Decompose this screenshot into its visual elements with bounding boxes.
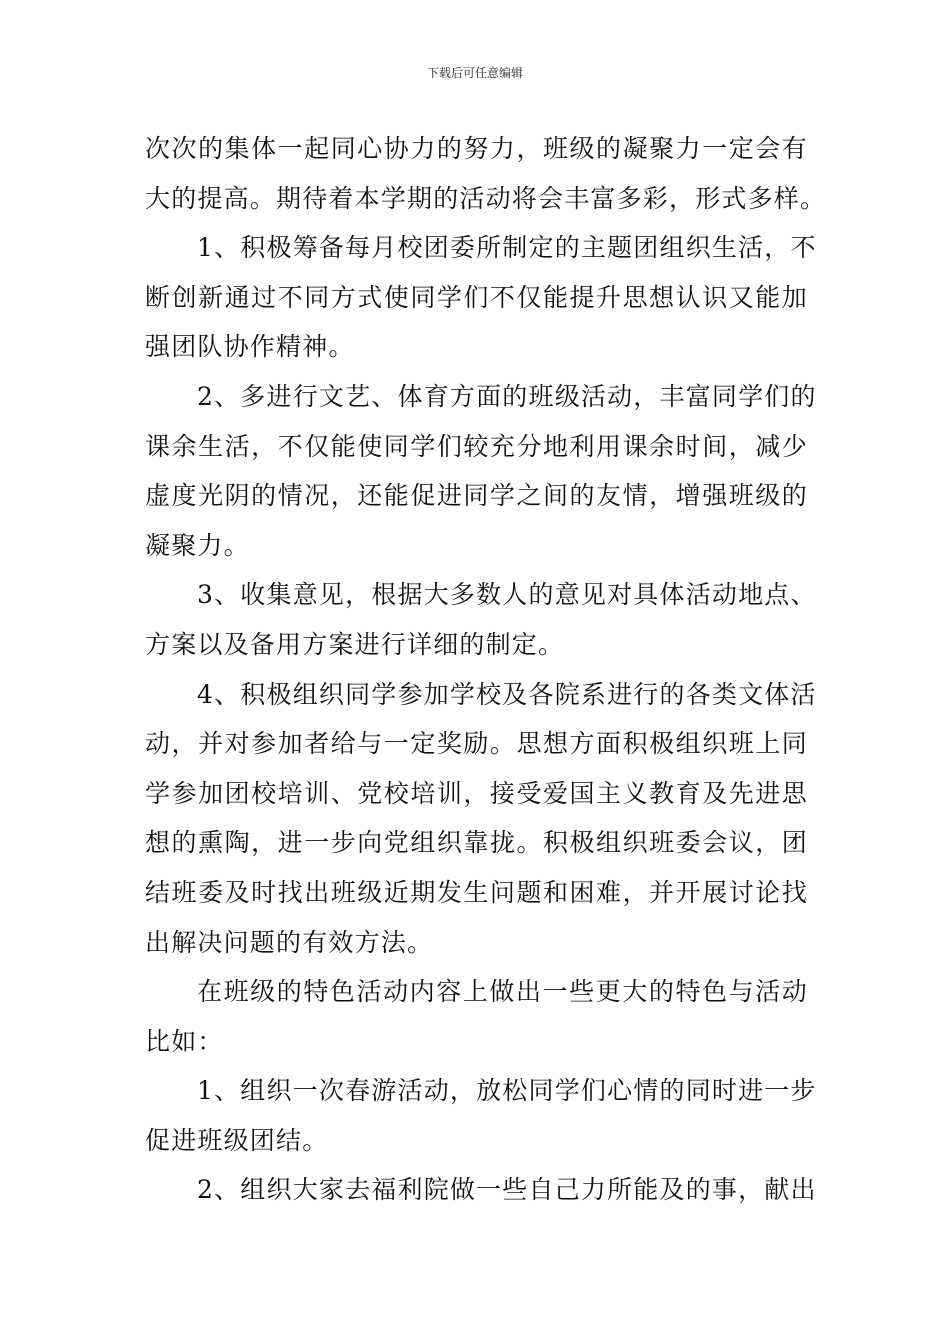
text-line: 学参加团校培训、党校培训，接受爱国主义教育及先进思 — [145, 778, 808, 808]
text-line: 1、组织一次春游活动，放松同学们心情的同时进一步 — [197, 1076, 817, 1106]
document-body — [145, 124, 827, 1215]
paragraph — [145, 223, 817, 372]
paragraph — [145, 1165, 817, 1215]
text-line: 3、收集意见，根据大多数人的意见对具体活动地点、 — [197, 580, 817, 610]
page-header-note: 下载后可任意编辑 — [426, 66, 523, 80]
text-line: 1、积极筹备每月校团委所制定的主题团组织生活，不 — [197, 233, 817, 263]
text-line: 促进班级团结。 — [145, 1125, 329, 1155]
text-line: 比如： — [145, 1026, 224, 1056]
text-line: 虚度光阴的情况，还能促进同学之间的友情，增强班级的 — [145, 481, 808, 511]
text-line: 想的熏陶，进一步向党组织靠拢。积极组织班委会议，团 — [145, 828, 808, 858]
text-line: 4、积极组织同学参加学校及各院系进行的各类文体活 — [197, 679, 817, 709]
paragraph — [145, 1066, 817, 1165]
paragraph — [145, 670, 817, 968]
text-line: 方案以及备用方案进行详细的制定。 — [145, 629, 565, 659]
text-line: 2、多进行文艺、体育方面的班级活动，丰富同学们的 — [197, 381, 817, 411]
text-line: 课余生活，不仅能使同学们较充分地利用课余时间，减少 — [145, 431, 808, 461]
paragraph — [145, 967, 808, 1066]
text-line: 凝聚力。 — [145, 530, 250, 560]
paragraph — [145, 570, 817, 669]
text-line: 大的提高。期待着本学期的活动将会丰富多彩，形式多样。 — [145, 183, 827, 213]
text-line: 出解决问题的有效方法。 — [145, 927, 434, 957]
text-line: 在班级的特色活动内容上做出一些更大的特色与活动 — [197, 977, 808, 1007]
text-line: 动，并对参加者给与一定奖励。思想方面积极组织班上同 — [145, 729, 808, 759]
paragraph — [145, 124, 827, 223]
text-line: 结班委及时找出班级近期发生问题和困难，并开展讨论找 — [145, 877, 808, 907]
text-line: 次次的集体一起同心协力的努力，班级的凝聚力一定会有 — [145, 134, 808, 163]
text-line: 强团队协作精神。 — [145, 332, 355, 362]
paragraph — [145, 372, 817, 570]
text-line: 2、组织大家去福利院做一些自己力所能及的事，献出 — [197, 1175, 817, 1205]
text-line: 断创新通过不同方式使同学们不仅能提升思想认识又能加 — [145, 282, 808, 312]
